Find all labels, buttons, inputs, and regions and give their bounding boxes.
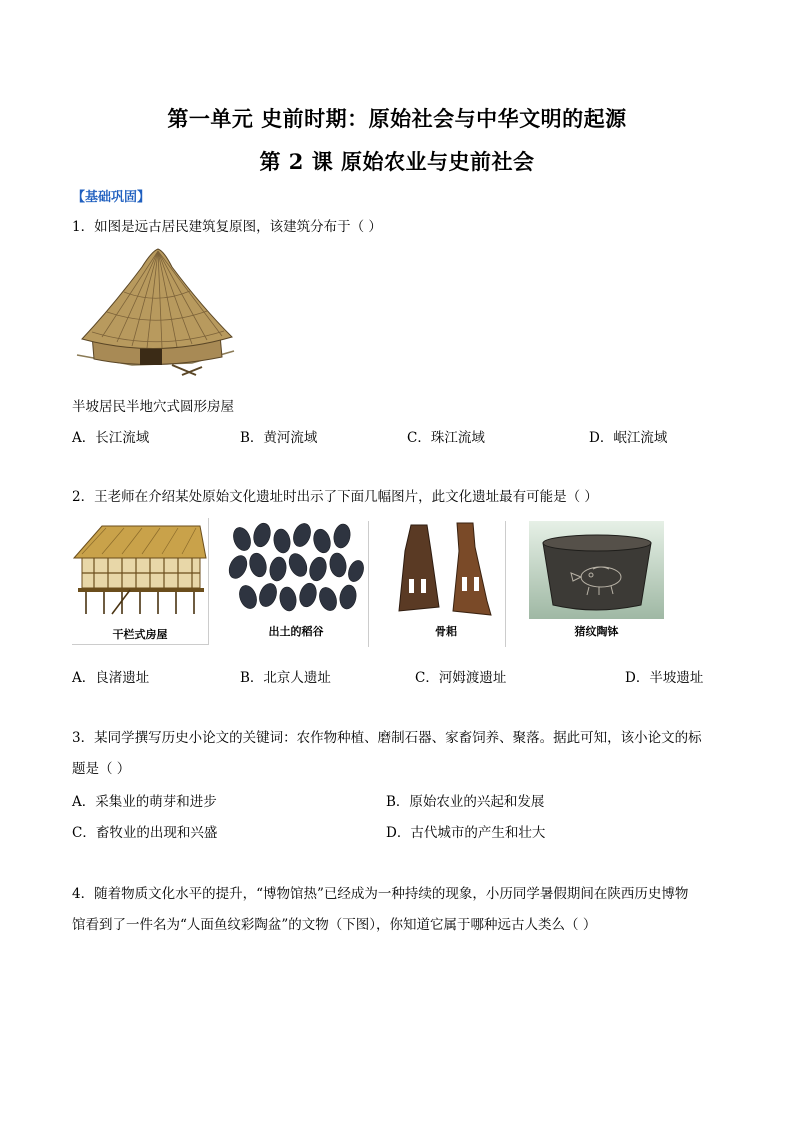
q3-option-d[interactable]: D．古代城市的产生和壮大 [386, 825, 546, 841]
q2-image-rice [224, 521, 369, 647]
q2-option-a[interactable]: A．良渚遗址 [72, 670, 150, 686]
q3-option-b[interactable]: B．原始农业的兴起和发展 [386, 794, 545, 810]
q3-stem-line-1: 3．某同学撰写历史小论文的关键词：农作物种植、磨制石器、家畜饲养、聚落。据此可知，该小论文的标 [72, 730, 702, 746]
q1-option-a[interactable]: A．长江流域 [72, 430, 150, 446]
q2-image-stilt-house [72, 518, 209, 645]
q3-option-c[interactable]: C．畜牧业的出现和兴盛 [72, 825, 218, 841]
q2-image-caption-4: 猪纹陶钵 [574, 625, 619, 638]
q2-image-bone-spade [387, 521, 506, 647]
q4-stem-line-2: 馆看到了一件名为“人面鱼纹彩陶盆”的文物（下图），你知道它属于哪种远古人类么（ ） [72, 917, 597, 933]
q1-option-c[interactable]: C．珠江流域 [407, 430, 485, 446]
q1-stem: 1．如图是远古居民建筑复原图，该建筑分布于（ ） [72, 219, 382, 235]
q2-image-caption-3: 骨耜 [435, 625, 457, 638]
q1-hut-image [72, 247, 238, 382]
q3-stem-line-2: 题是（ ） [72, 761, 131, 777]
q3-option-a[interactable]: A．采集业的萌芽和进步 [72, 794, 217, 810]
lesson-title: 第 2 课 原始农业与史前社会 [259, 149, 535, 174]
q4-stem-line-1: 4．随着物质文化水平的提升，“博物馆热”已经成为一种持续的现象，小历同学暑假期间在陕西历史博物 [72, 886, 689, 902]
q2-image-caption-2: 出土的稻谷 [268, 625, 324, 638]
q2-option-d[interactable]: D．半坡遗址 [625, 670, 704, 686]
q2-image-caption-1: 干栏式房屋 [112, 628, 168, 641]
unit-title: 第一单元 史前时期：原始社会与中华文明的起源 [167, 106, 627, 131]
q2-option-c[interactable]: C．河姆渡遗址 [415, 670, 507, 686]
q2-option-b[interactable]: B．北京人遗址 [240, 670, 331, 686]
q1-option-b[interactable]: B．黄河流域 [240, 430, 318, 446]
section-label: 【基础巩固】 [72, 190, 151, 205]
q1-image-caption: 半坡居民半地穴式圆形房屋 [72, 399, 234, 415]
q1-option-d[interactable]: D．岷江流域 [589, 430, 668, 446]
q2-image-pig-bowl [529, 521, 664, 647]
q2-stem: 2．王老师在介绍某处原始文化遗址时出示了下面几幅图片，此文化遗址最有可能是（ ） [72, 489, 598, 505]
